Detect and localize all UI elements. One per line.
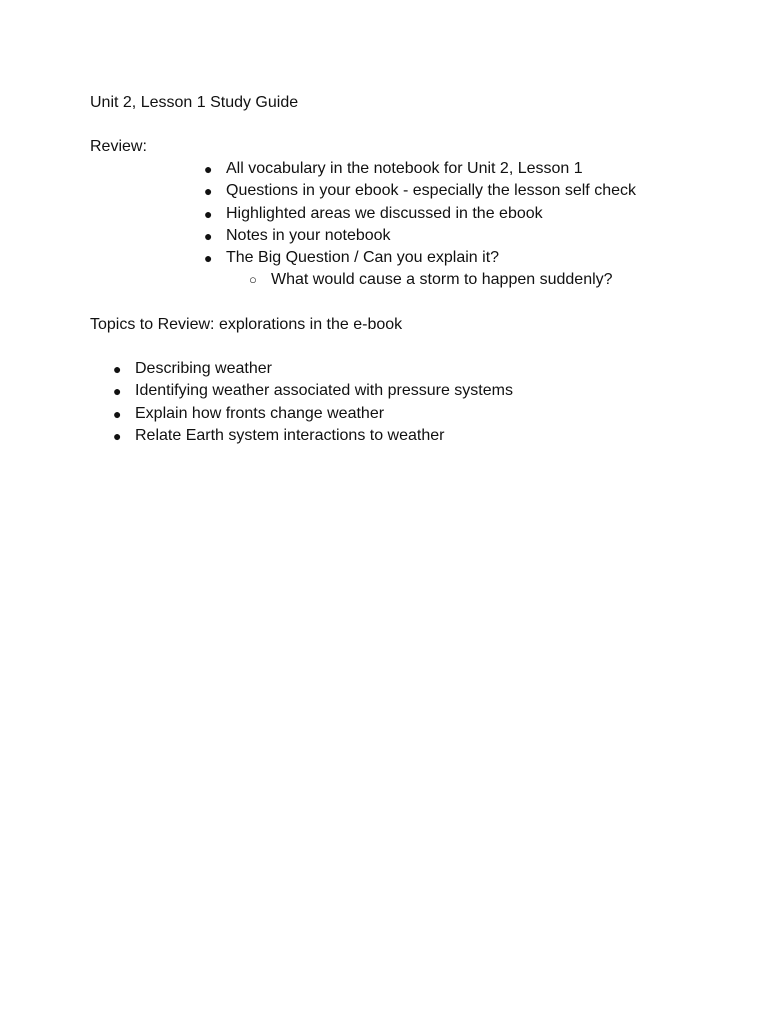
bullet-icon: ●: [204, 161, 213, 177]
topic-item-text: Explain how fronts change weather: [135, 404, 385, 422]
review-item-text: Notes in your notebook: [226, 226, 391, 244]
list-item: [113, 359, 513, 381]
list-item: [249, 270, 613, 292]
review-list: [204, 159, 636, 270]
big-question-sublist: [249, 270, 613, 292]
bullet-icon: ●: [204, 205, 213, 222]
bullet-icon: ●: [204, 250, 213, 267]
bullet-icon: ●: [113, 361, 122, 377]
list-item: [204, 226, 636, 248]
list-item: [113, 404, 513, 426]
list-item: [204, 159, 636, 181]
topics-list: [113, 359, 513, 448]
topic-item-text: Describing weather: [135, 360, 272, 377]
review-item-text: The Big Question / Can you explain it?: [226, 249, 500, 267]
sub-item-text: What would cause a storm to happen suddenly?: [271, 271, 613, 288]
topic-item-text: Relate Earth system interactions to weather: [135, 426, 445, 444]
list-item: [113, 381, 513, 403]
hollow-bullet-icon: ○: [249, 272, 257, 287]
bullet-icon: ●: [113, 405, 122, 422]
review-item-text: Highlighted areas we discussed in the ebook: [226, 204, 543, 222]
review-item-text: All vocabulary in the notebook for Unit 2, Lesson 1: [226, 160, 583, 177]
list-item: [204, 248, 636, 270]
review-item-text: Questions in your ebook - especially the lesson self check: [226, 182, 636, 200]
list-item: [204, 181, 636, 203]
page-title: Unit 2, Lesson 1 Study Guide: [90, 94, 299, 111]
bullet-icon: ●: [204, 183, 213, 200]
topics-heading: Topics to Review: explorations in the e-book: [90, 316, 403, 333]
topic-item-text: Identifying weather associated with pressure systems: [135, 382, 513, 400]
review-heading: Review:: [90, 138, 147, 155]
bullet-icon: ●: [113, 383, 122, 400]
bullet-icon: ●: [113, 427, 122, 444]
list-item: [204, 204, 636, 226]
bullet-icon: ●: [204, 227, 213, 244]
list-item: [113, 426, 513, 448]
